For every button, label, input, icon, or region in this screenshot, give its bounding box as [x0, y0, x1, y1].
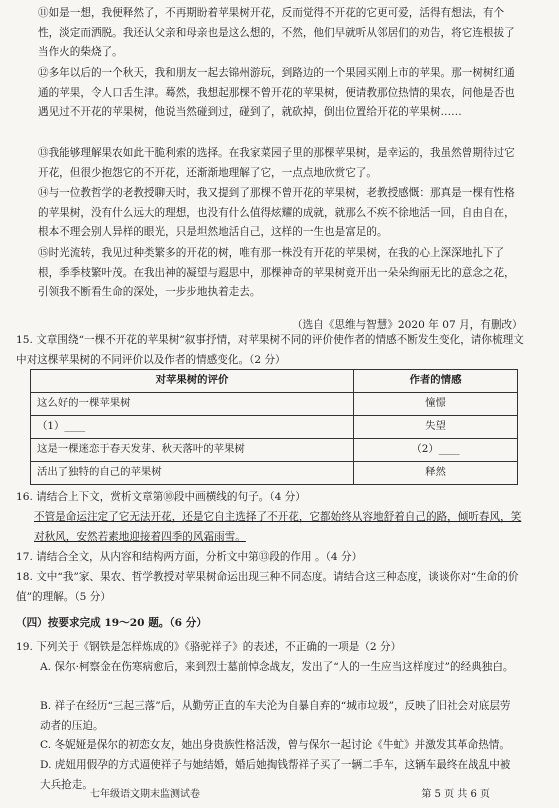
paragraph-text: ⑪如是一想，我便释然了，不再期盼着苹果树开花，反而觉得不开花的它更可爱，活得有想法，有个性，淡定而洒脱。我还认父亲和母亲也是这么想的，不然，他们早就听从邻居们的劝告，将它连根拔了当作火的柴烧了。 — [38, 7, 515, 59]
table-cell: 失望 — [354, 416, 518, 439]
table-cell-blank-1[interactable]: （1）____ — [31, 416, 354, 439]
table-cell: 这么好的一棵苹果树 — [31, 393, 354, 416]
underlined-sentence: 不管是命运注定了它无法开花，还是它自主选择了不开花，它都始终从容地舒着自己的路，倾听春风，笑对秋风，安然若素地迎接着四季的风霜雨雪。 — [34, 511, 522, 543]
table-cell: 活出了独特的自己的苹果树 — [31, 462, 354, 485]
table-header-cell: 作者的情感 — [354, 370, 518, 393]
table-row — [31, 439, 518, 462]
table-row — [31, 393, 518, 416]
page-number: 第 5 页 共 6 页 — [421, 789, 490, 800]
table-cell: 憧憬 — [354, 393, 518, 416]
passage-paragraph-15 — [38, 244, 516, 303]
question-text: 19. 下列关于《钢铁是怎样炼成的》《骆驼祥子》的表述，不正确的一项是（2 分） — [16, 641, 402, 653]
table-cell: 释然 — [354, 462, 518, 485]
table-row — [31, 462, 518, 485]
passage-paragraph-12 — [38, 64, 516, 123]
passage-paragraph-14 — [38, 184, 516, 243]
question-text: 16. 请结合上下文，赏析文章第⑩段中画横线的句子。（4 分） — [16, 491, 306, 503]
table-header-row — [31, 370, 518, 393]
option-b — [40, 697, 520, 736]
question-19 — [16, 638, 526, 658]
table-row — [31, 416, 518, 439]
question-text: 18. 文中“我”家、果农、哲学教授对苹果树命运出现三种不同态度。请结合这三种态度，谈谈你对“生命的价值”的理解。（5 分） — [16, 571, 519, 603]
option-c — [40, 736, 520, 756]
question-15 — [16, 331, 526, 370]
passage-paragraph-13 — [38, 144, 516, 183]
page-footer — [90, 785, 490, 805]
question-text: 17. 请结合全文，从内容和结构两方面，分析文中第⑬段的作用 。（4 分） — [16, 551, 363, 563]
option-text: B. 祥子在经历“三起三落”后，从勤劳正直的车夫沦为自暴自弃的“城市垃圾”，反映了旧社会对底层劳动者的压迫。 — [40, 700, 511, 732]
table-cell: 这是一棵迷恋于春天发芽、秋天落叶的苹果树 — [31, 439, 354, 462]
question-text: 15. 文章围绕“一棵不开花的苹果树”叙事抒情，对苹果树不同的评价使作者的情感不断发生变化，请你梳理文中对这棵苹果树的不同评价以及作者的情感变化。（2 分） — [16, 334, 524, 366]
passage-paragraph-11 — [38, 4, 516, 63]
question-16-quote — [34, 508, 524, 547]
option-text: A. 保尔·柯察金在伤寒病愈后，来到烈士墓前悼念战友，发出了“人的一生应当这样度过”的经典独白。 — [40, 661, 514, 673]
paragraph-text: ⑫多年以后的一个秋天，我和朋友一起去锦州游玩，到路边的一个果园买刚上市的苹果。那一树树红通通的苹果，令人口舌生津。蓦然，我想起那棵不曾开花的苹果树，便请教那位热情的果农，问他是否也遇见过不开花的苹果树，他说当然碰到过，碰到了，就砍掉，倒出位置给开花的苹果树…… — [38, 67, 515, 119]
option-text: D. 虎妞用假孕的方式逼使祥子与她结婚，婚后她掏钱帮祥子买了一辆二手车，这辆车最终在战乱中被大兵抢走。 — [40, 759, 511, 791]
footer-title: 七年级语文期末监测试卷 — [90, 789, 200, 800]
question-18 — [16, 568, 526, 607]
paragraph-text: ⑭与一位教哲学的老教授聊天时，我又提到了那棵不曾开花的苹果树，老教授感慨：那真是一棵有性格的苹果树，没有什么远大的理想，也没有什么值得炫耀的成就，就那么不疾不徐地活一回，自由自在，根本不理会别人异样的眼光，只是坦然地活自己，这样的一生也是富足的。 — [38, 187, 515, 239]
passage-source: （选自《思维与智慧》2020 年 07 月，有删改） — [292, 319, 523, 331]
paragraph-text: ⑬我能够理解果农如此干脆利索的选择。在我家菜园子里的那棵苹果树，是幸运的，我虽然曾期待过它开花，但很少抱怨它的不开花，还渐渐地理解了它，一点点地欣赏它了。 — [38, 147, 515, 179]
table-header-cell: 对苹果树的评价 — [31, 370, 354, 393]
section-4-title: （四）按要求完成 19～20 题。（6 分） — [16, 617, 207, 629]
option-d — [40, 756, 520, 791]
option-text: C. 冬妮娅是保尔的初恋女友，她出身贵族性格活泼，曾与保尔一起讨论《牛虻》并激发其革命热情。 — [40, 739, 510, 751]
question-17 — [16, 548, 526, 568]
question-16 — [16, 488, 526, 508]
option-a — [40, 658, 520, 678]
evaluation-table — [30, 369, 518, 485]
paragraph-text: ⑮时光流转，我见过种类繁多的开花的树，唯有那一株没有开花的苹果树，在我的心上深深地扎下了根，季季枝繁叶茂。在我出神的凝望与遐思中，那棵神奇的苹果树竟开出一朵朵绚丽无比的意念之花，引领我不断看生命的深处，一步步地执着走去。 — [38, 247, 515, 299]
table-cell-blank-2[interactable]: （2）____ — [354, 439, 518, 462]
